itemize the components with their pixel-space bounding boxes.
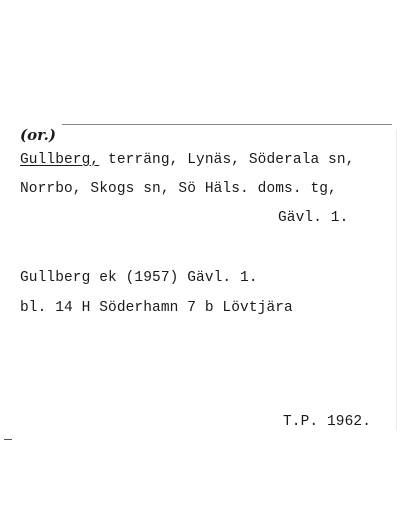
edge-mark [4,439,12,440]
entry-line-2: Norrbo, Skogs sn, Sö Häls. doms. tg, [20,181,337,197]
entry-line-4: Gullberg ek (1957) Gävl. 1. [20,270,258,286]
signature-line: T.P. 1962. [283,414,372,430]
entry-line-3: Gävl. 1. [278,210,349,226]
entry-line-1 [20,152,354,168]
card-top-rule [62,124,392,125]
card-right-edge [396,130,397,430]
entry-word: Gullberg, [20,152,100,168]
entry-line-1-rest: terräng, Lynäs, Söderala sn, [99,152,355,168]
entry-line-5: bl. 14 H Söderhamn 7 b Lövtjära [20,300,293,316]
handwritten-mark: (or.) [20,126,56,144]
